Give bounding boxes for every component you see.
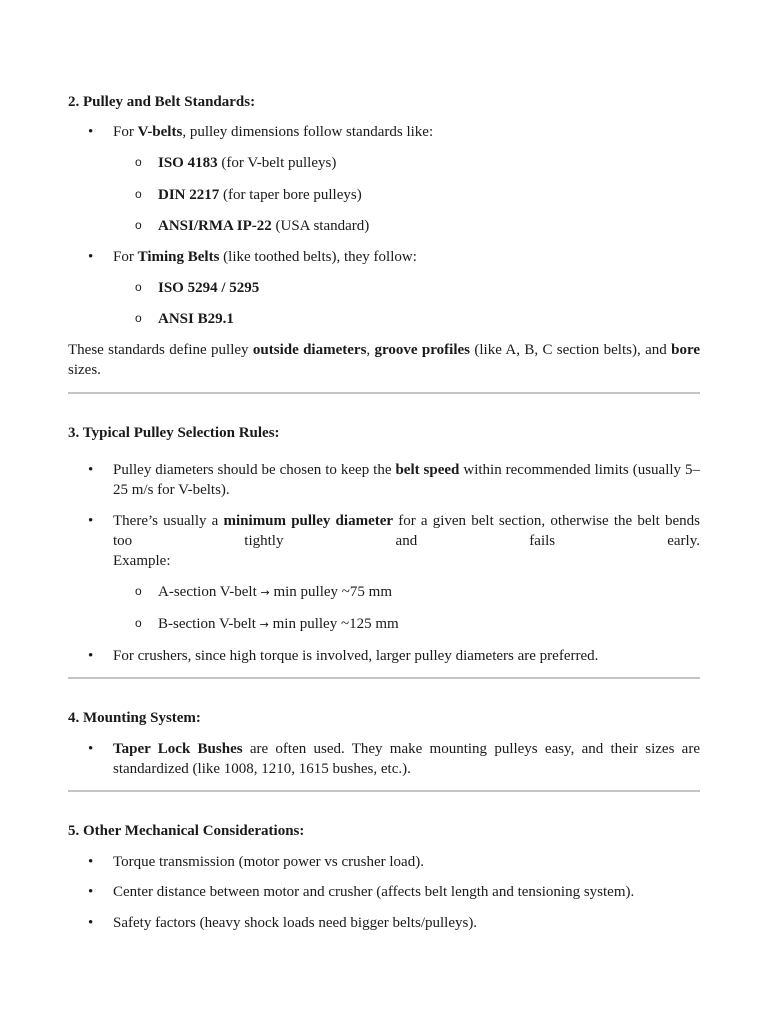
- sub-list-item: [113, 216, 700, 236]
- text: Pulley diameters should be chosen to keep the: [113, 462, 396, 478]
- document-content: [68, 92, 700, 933]
- list-item-min-diameter: [68, 511, 700, 635]
- bold-text: outside diameters: [252, 342, 367, 358]
- bold-text: minimum pulley diameter: [223, 513, 394, 529]
- text: For: [113, 124, 138, 140]
- bold-text: Timing Belts: [137, 249, 220, 265]
- list-item: • Center distance between motor and crusher (affects belt length and tensioning system).: [68, 882, 700, 902]
- text: (like A, B, C section belts), and: [470, 342, 672, 358]
- list-item-vbelts: [68, 122, 700, 236]
- bold-text: belt speed: [395, 462, 460, 478]
- mounting-list: [68, 739, 700, 779]
- text: A-section V-belt: [158, 584, 261, 600]
- sub-list-item: [113, 185, 700, 205]
- bold-text: bore: [671, 342, 700, 358]
- standard-note: (for taper bore pulleys): [219, 187, 362, 203]
- text: These standards define pulley: [68, 342, 253, 358]
- text: sizes.: [68, 362, 101, 378]
- sub-list-item: [113, 582, 700, 603]
- text: are often used. They make mounting pulleys easy, and their sizes are standardized (like 1008, 1210, 1615 bushes, etc.).: [113, 741, 700, 777]
- considerations-list: [68, 852, 700, 933]
- bold-text: groove profiles: [374, 342, 470, 358]
- section-heading-other-considerations: 5. Other Mechanical Considerations:: [68, 823, 305, 839]
- standard-code: ANSI B29.1: [158, 311, 234, 327]
- examples-list: [113, 582, 700, 635]
- standard-code: ANSI/RMA IP-22: [158, 218, 272, 234]
- min-diameter-text: [113, 511, 700, 551]
- list-item: • Torque transmission (motor power vs crusher load).: [68, 852, 700, 872]
- standard-note: (for V-belt pulleys): [217, 155, 337, 171]
- text: For: [113, 249, 138, 265]
- text: ,: [366, 342, 375, 358]
- standard-code: ISO 4183: [158, 155, 218, 171]
- text: There’s usually a: [113, 513, 224, 529]
- sub-list-item: [113, 309, 700, 329]
- selection-rules-list: [68, 460, 700, 666]
- bold-text: Taper Lock Bushes: [113, 741, 243, 757]
- standard-note: (USA standard): [271, 218, 370, 234]
- arrow-icon: →: [260, 586, 270, 599]
- text: min pulley ~75 mm: [269, 584, 392, 600]
- horizontal-rule: [68, 790, 700, 792]
- text: for a given belt section, otherwise the belt bends too tightly and fails early.: [113, 513, 701, 549]
- text: B-section V-belt: [158, 616, 260, 632]
- horizontal-rule: [68, 677, 700, 679]
- section-heading-pulley-belt-standards: 2. Pulley and Belt Standards:: [68, 94, 256, 110]
- section-heading-pulley-selection-rules: 3. Typical Pulley Selection Rules:: [68, 425, 280, 441]
- text: within recommended limits (usually 5–25 m/s for V-belts).: [113, 462, 700, 498]
- list-item-belt-speed: [68, 460, 700, 500]
- section-heading-mounting-system: 4. Mounting System:: [68, 710, 201, 726]
- list-item-taper-lock: [68, 739, 700, 779]
- text: , pulley dimensions follow standards like:: [182, 124, 434, 140]
- horizontal-rule: [68, 392, 700, 394]
- timing-standards-list: [113, 278, 700, 329]
- list-item-crushers: • For crushers, since high torque is involved, larger pulley diameters are preferred.: [68, 646, 700, 666]
- standard-code: ISO 5294 / 5295: [158, 280, 260, 296]
- list-item: • Safety factors (heavy shock loads need bigger belts/pulleys).: [68, 913, 700, 933]
- bold-text: V-belts: [137, 124, 183, 140]
- sub-list-item: [113, 153, 700, 173]
- text: min pulley ~125 mm: [268, 616, 399, 632]
- standards-list: [68, 122, 700, 329]
- standard-code: DIN 2217: [158, 187, 220, 203]
- text: (like toothed belts), they follow:: [219, 249, 417, 265]
- sub-list-item: [113, 614, 700, 635]
- example-label: Example:: [113, 553, 171, 569]
- sub-list-item: [113, 278, 700, 298]
- standards-summary-paragraph: [68, 340, 700, 380]
- vbelt-standards-list: [113, 153, 700, 236]
- arrow-icon: →: [259, 618, 269, 631]
- list-item-timing-belts: [68, 247, 700, 329]
